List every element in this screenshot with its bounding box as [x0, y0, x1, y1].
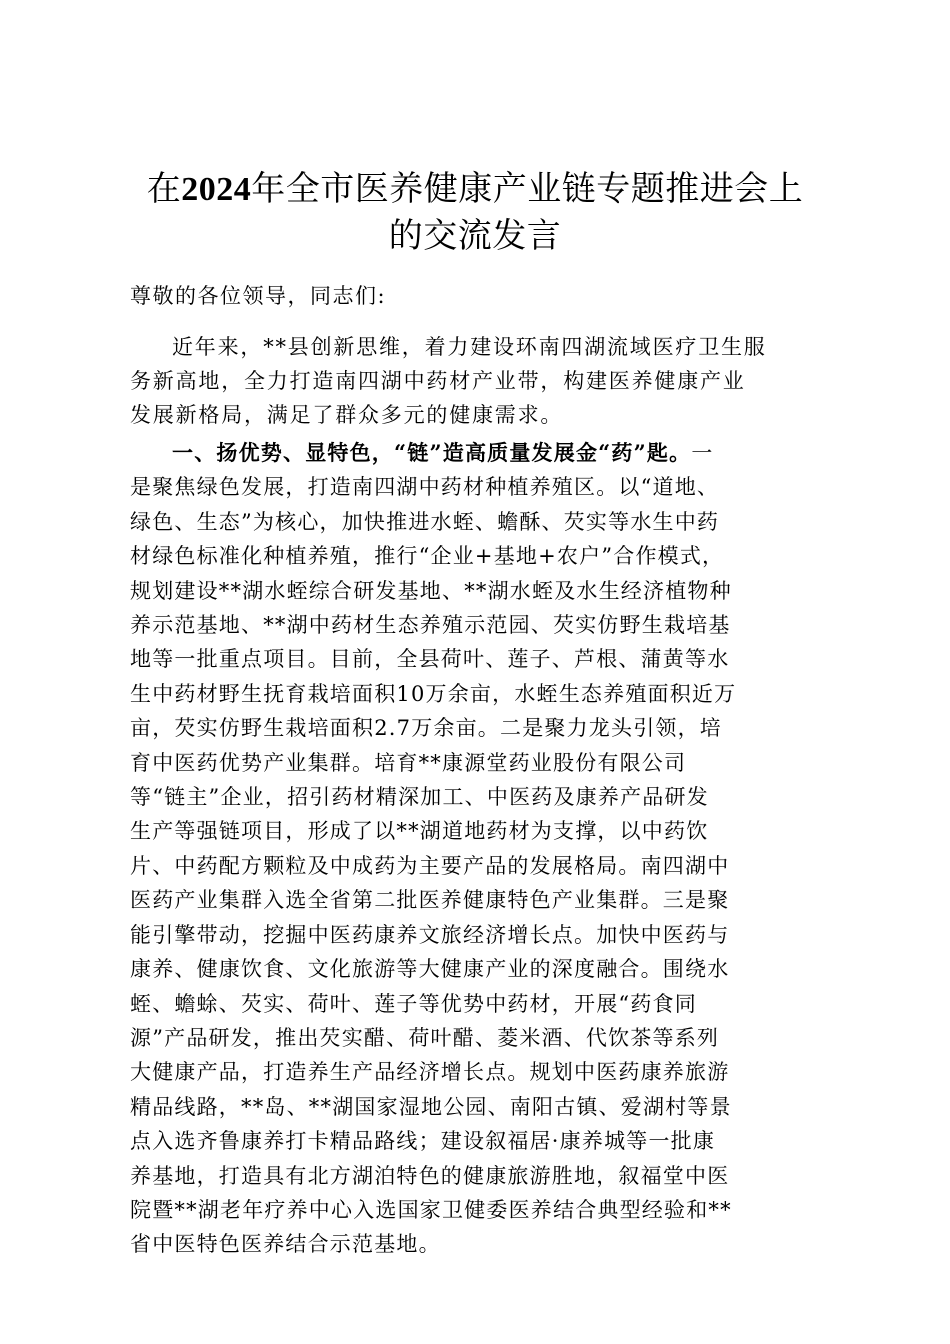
intro-paragraph	[130, 330, 830, 432]
body-line: 精品线路，**岛、**湖国家湿地公园、南阳古镇、爱湖村等景	[130, 1094, 732, 1119]
body-line: 绿色、生态”为核心，加快推进水蛭、蟾酥、芡实等水生中药	[130, 509, 720, 534]
body-line: 蛭、蟾蜍、芡实、荷叶、莲子等优势中药材，开展“药食同	[130, 991, 697, 1016]
body-line: 省中医特色医养结合示范基地。	[130, 1232, 441, 1257]
section-1-first-line	[130, 436, 830, 470]
section-1-paragraph	[130, 436, 830, 1262]
body-line: 能引擎带动，挖掘中医药康养文旅经济增长点。加快中医药与	[130, 922, 730, 947]
intro-line: 务新高地，全力打造南四湖中药材产业带，构建医养健康产业	[130, 369, 746, 393]
body-line: 养示范基地、**湖中药材生态养殖示范园、芡实仿野生栽培基	[130, 613, 731, 638]
body-line: 院暨**湖老年疗养中心入选国家卫健委医养结合典型经验和**	[130, 1197, 732, 1222]
body-line: 点入选齐鲁康养打卡精品路线；建设叙福居·康养城等一批康	[130, 1129, 716, 1154]
section-1-heading: 一、扬优势、显特色，“链”造高质量发展金“药”匙。	[172, 440, 692, 465]
title-year: 2024	[181, 171, 252, 208]
body-line: 医药产业集群入选全省第二批医养健康特色产业集群。三是聚	[130, 888, 730, 913]
document-title	[120, 166, 830, 259]
intro-line: 近年来，**县创新思维，着力建设环南四湖流域医疗卫生服	[172, 335, 767, 359]
title-line-1	[120, 166, 830, 213]
section-1-first-tail: 一	[691, 441, 714, 465]
body-line: 等“链主”企业，招引药材精深加工、中医药及康养产品研发	[130, 785, 709, 810]
body-line: 养基地，打造具有北方湖泊特色的健康旅游胜地，叙福堂中医	[130, 1163, 730, 1188]
body-line: 亩，芡实仿野生栽培面积2.7万余亩。二是聚力龙头引领，培	[130, 716, 722, 741]
body-line: 地等一批重点项目。目前，全县荷叶、莲子、芦根、蒲黄等水	[130, 647, 730, 672]
body-line: 是聚焦绿色发展，打造南四湖中药材种植养殖区。以“道地、	[130, 475, 720, 500]
intro-line: 发展新格局，满足了群众多元的健康需求。	[130, 403, 564, 427]
title-suffix: 年全市医养健康产业链专题推进会上	[251, 169, 804, 209]
body-line: 生产等强链项目，形成了以**湖道地药材为支撑，以中药饮	[130, 819, 709, 844]
salutation: 尊敬的各位领导，同志们:	[130, 284, 387, 308]
body-line: 源”产品研发，推出芡实醋、荷叶醋、菱米酒、代饮茶等系列	[130, 1025, 720, 1050]
body-line: 规划建设**湖水蛭综合研发基地、**湖水蛭及水生经济植物种	[130, 578, 732, 603]
body-line: 康养、健康饮食、文化旅游等大健康产业的深度融合。围绕水	[130, 957, 730, 982]
body-line: 育中医药优势产业集群。培育**康源堂药业股份有限公司	[130, 750, 687, 775]
body-line: 材绿色标准化种植养殖，推行“企业+基地+农户”合作模式，	[130, 544, 725, 569]
title-line-2: 的交流发言	[388, 216, 562, 256]
title-prefix: 在	[146, 169, 182, 209]
body-line: 大健康产品，打造养生产品经济增长点。规划中医药康养旅游	[130, 1060, 730, 1085]
body-line: 生中药材野生抚育栽培面积10万余亩，水蛭生态养殖面积近万	[130, 681, 737, 706]
body-line: 片、中药配方颗粒及中成药为主要产品的发展格局。南四湖中	[130, 853, 730, 878]
